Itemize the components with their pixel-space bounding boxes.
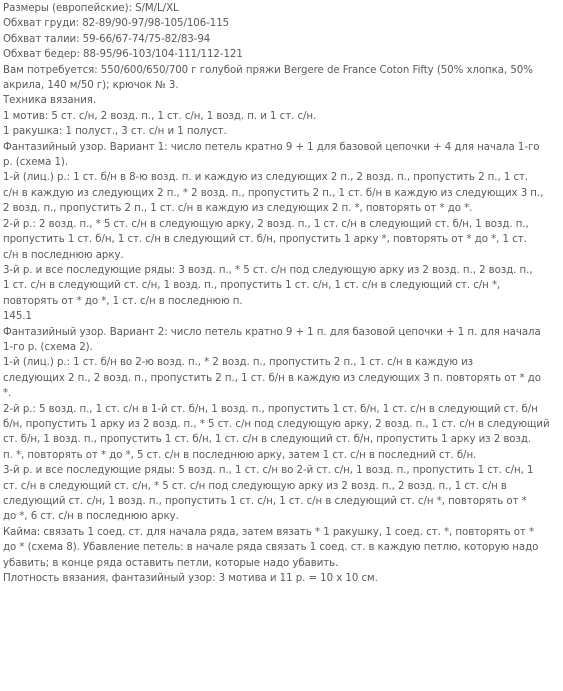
shell-line: 1 ракушка: 1 полуст., 3 ст. с/н и 1 полуст. [3, 126, 227, 138]
v1-row3-line-3: повторять от * до *, 1 ст. с/н в последнюю п. [3, 295, 243, 307]
v1-row2-line-3: с/н в последнюю арку. [3, 249, 124, 261]
v2-row3-line-2: ст. с/н в следующий ст. с/н, * 5 ст. с/н под следующую арку из 2 возд. п., 2 возд. п., 1 ст. с/н в [3, 480, 507, 492]
border-line-2: до * (схема 8). Убавление петель: в начале ряда связать 1 соед. ст. в каждую петлю, которую надо [3, 542, 539, 554]
variant1-line-1: Фантазийный узор. Вариант 1: число петель кратно 9 + 1 для базовой цепочки + 4 для начала 1-го [3, 141, 540, 153]
v2-row3-line-1: 3-й р. и все последующие ряды: 5 возд. п., 1 ст. с/н во 2-й ст. с/н, 1 возд. п., пропустить 1 ст. с/н, 1 [3, 465, 534, 477]
variant2-line-2: 1-го р. (схема 2). [3, 341, 93, 353]
figure-number: 145.1 [3, 311, 32, 323]
waist-line: Обхват талии: 59-66/67-74/75-82/83-94 [3, 33, 211, 45]
sizes-line: Размеры (европейские): S/M/L/XL [3, 3, 179, 14]
v1-row1-line-3: 2 возд. п., пропустить 2 п., 1 ст. с/н в каждую из следующих 2 п. *, повторять от * до *. [3, 203, 473, 215]
variant1-line-2: р. (схема 1). [3, 157, 69, 169]
v2-row1-line-1: 1-й (лиц.) р.: 1 ст. б/н во 2-ю возд. п., * 2 возд. п., пропустить 2 п., 1 ст. с/н в каждую из [3, 357, 474, 369]
gauge-line: Плотность вязания, фантазийный узор: 3 мотива и 11 р. = 10 х 10 см. [3, 573, 378, 585]
v2-row2-line-2: б/н, пропустить 1 арку из 2 возд. п., * 5 ст. с/н под следующую арку, 2 возд. п., 1 ст. с/н в следующий [3, 418, 550, 430]
v2-row2-line-4: п. *, повторять от * до *, 5 ст. с/н в последнюю арку, затем 1 ст. с/н в последний ст. б/н. [3, 449, 477, 461]
v1-row2-line-1: 2-й р.: 2 возд. п., * 5 ст. с/н в следующую арку, 2 возд. п., 1 ст. с/н в следующий ст. б/н, 1 возд. п., [3, 218, 529, 230]
border-line-1: Кайма: связать 1 соед. ст. для начала ряда, затем вязать * 1 ракушку, 1 соед. ст. *, повторять от * [3, 526, 535, 538]
v1-row2-line-2: пропустить 1 ст. б/н, 1 ст. с/н в следующий ст. б/н, пропустить 1 арку *, повторять от * до *, 1 ст. [3, 234, 527, 246]
materials-line-1: Вам потребуется: 550/600/650/700 г голубой пряжи Bergere de France Coton Fifty (50% хлопка, 50% [3, 64, 533, 76]
v1-row3-line-2: 1 ст. с/н в следующий ст. с/н, 1 возд. п., пропустить 1 ст. с/н, 1 ст. с/н в следующий ст. с/н *, [3, 280, 501, 292]
v1-row3-line-1: 3-й р. и все последующие ряды: 3 возд. п., * 5 ст. с/н под следующую арку из 2 возд. п., 2 возд. п., [3, 264, 533, 276]
v2-row3-line-3: следующий ст. с/н, 1 возд. п., пропустить 1 ст. с/н, 1 ст. с/н в следующий ст. с/н *, повторять от * [3, 496, 527, 507]
variant2-line-1: Фантазийный узор. Вариант 2: число петель кратно 9 + 1 п. для базовой цепочки + 1 п. для начала [3, 326, 541, 338]
border-line-3: убавить; в конце ряда оставить петли, которые надо убавить. [3, 557, 339, 569]
v2-row2-line-1: 2-й р.: 5 возд. п., 1 ст. с/н в 1-й ст. б/н, 1 возд. п., пропустить 1 ст. б/н, 1 ст. с/н в следующий ст. б/н [3, 403, 538, 415]
v2-row2-line-3: ст. б/н, 1 возд. п., пропустить 1 ст. б/н, 1 ст. с/н в следующий ст. б/н, пропустить 1 арку из 2 возд. [3, 434, 532, 446]
materials-line-2: акрила, 140 м/50 г); крючок № 3. [3, 80, 179, 92]
document-page [0, 1, 563, 691]
hips-line: Обхват бедер: 88-95/96-103/104-111/112-121 [3, 49, 243, 61]
v2-row1-line-2: следующих 2 п., 2 возд. п., пропустить 2 п., 1 ст. б/н в каждую из следующих 3 п. повторять от * до [3, 372, 541, 384]
technique-heading: Техника вязания. [3, 95, 97, 107]
v2-row1-line-3: *. [3, 388, 12, 400]
v1-row1-line-1: 1-й (лиц.) р.: 1 ст. б/н в 8-ю возд. п. и каждую из следующих 2 п., 2 возд. п., пропустить 2 п., 1 ст. [3, 172, 529, 184]
motif-line: 1 мотив: 5 ст. с/н, 2 возд. п., 1 ст. с/н, 1 возд. п. и 1 ст. с/н. [3, 110, 317, 122]
v2-row3-line-4: до *, 6 ст. с/н в последнюю арку. [3, 511, 179, 523]
bust-line: Обхват груди: 82-89/90-97/98-105/106-115 [3, 18, 230, 30]
v1-row1-line-2: с/н в каждую из следующих 2 п., * 2 возд. п., пропустить 2 п., 1 ст. б/н в каждую из следующих 3 п., [3, 187, 544, 199]
